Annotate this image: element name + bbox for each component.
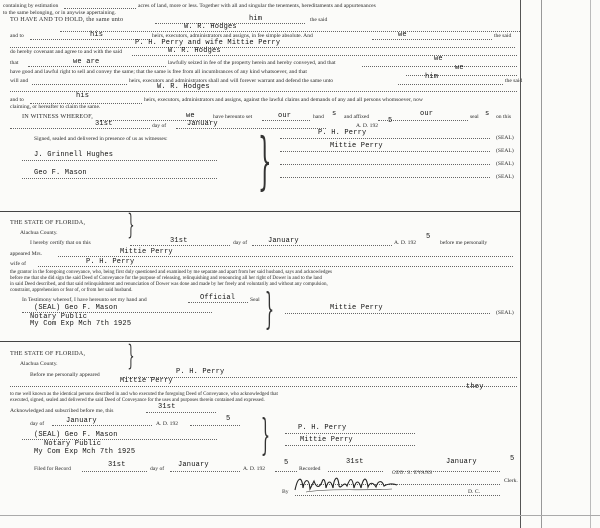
ack2-name-1: P. H. Perry (176, 368, 225, 376)
signer-3-line (280, 164, 490, 165)
section-divider-1 (0, 211, 520, 212)
grantee-blank-1 (60, 31, 520, 32)
we-3: we (455, 64, 464, 72)
witness-our-2: our (420, 110, 434, 118)
grantee-blank-2 (132, 55, 517, 56)
will-and-text: will and (10, 78, 29, 84)
seal-word: Seal (250, 297, 260, 303)
signer-2: Mittie Perry (330, 142, 383, 150)
official-blank (188, 302, 248, 303)
witness-year-digit: 5 (388, 117, 393, 125)
ack1-ad: A. D. 192 (394, 240, 417, 246)
husband-blank (38, 266, 513, 267)
right-edge-line (590, 0, 591, 528)
signer-2-line (280, 151, 490, 152)
appurtenance-text: to the same belonging, or in anywise appertaining. (3, 10, 116, 16)
ack1-day-blank (130, 245, 230, 246)
filed-day: 31st (108, 461, 126, 469)
ack1-signer-line (285, 313, 490, 314)
recorded-day: 31st (346, 458, 364, 466)
on-this-text: on this (496, 114, 512, 120)
ack1-month: January (268, 237, 299, 245)
filed-day-of: day of (150, 466, 165, 472)
witness-we: we (186, 112, 195, 120)
seal-label-1: (SEAL) (496, 135, 514, 141)
recorded-year-digit: 5 (510, 455, 515, 463)
executed-text: executed, signed, sealed and delivered the said Deed of Conveyance for the uses and purposes therein contained and expressed. (10, 398, 265, 403)
ack2-name-2: Mittie Perry (120, 377, 173, 385)
filed-year-digit: 5 (284, 459, 289, 467)
husband-name: P. H. Perry (86, 258, 135, 266)
appeared-text: appeared Mrs. (10, 251, 42, 257)
we-are: we are (73, 58, 100, 66)
state-brace-1: } (127, 208, 135, 241)
and-affixed-text: and affixed (344, 114, 370, 120)
the-said-text-3: the said (505, 78, 523, 84)
ack2-name-blank-2 (10, 386, 517, 387)
ack1-year-digit: 5 (426, 233, 431, 241)
ack2-signer-2-line (285, 445, 415, 446)
signer-4-line (280, 177, 490, 178)
ack2-ad: A. D. 192 (156, 421, 179, 427)
filed-text: Filed for Record (34, 466, 71, 472)
seal-s: s (485, 110, 490, 118)
we-2: we (434, 55, 443, 63)
will-blank (32, 84, 127, 85)
bottom-rule (0, 515, 600, 516)
the-said-text-2: the said (494, 33, 512, 39)
ack2-brace: } (260, 410, 271, 459)
ack2-day-blank (146, 412, 216, 413)
clerk-label: Clerk. (504, 478, 518, 484)
signer-1: P. H. Perry (318, 129, 367, 137)
ack2-signer-1-line (285, 433, 415, 434)
dc-label: D. C. (468, 489, 480, 495)
witness-1-line (22, 160, 217, 161)
testimony-text: In Testimony whereof, I have hereunto set my hand and (22, 297, 147, 303)
ack2-signer-1: P. H. Perry (298, 424, 347, 432)
wife-of-text: wife of (10, 261, 26, 267)
ack1-day: 31st (170, 237, 188, 245)
day-blank (10, 128, 150, 129)
state-heading-2: THE STATE OF FLORIDA, (10, 350, 86, 357)
ack2-month-blank (52, 425, 152, 426)
witness-month: January (187, 120, 218, 128)
mrs-blank (58, 256, 513, 257)
before-me-appeared: Before me personally appeared (30, 372, 100, 378)
his-1: his (90, 31, 104, 39)
we-1: we (398, 31, 407, 39)
signer-1-line (280, 138, 490, 139)
witness-2: Geo F. Mason (34, 169, 87, 177)
dower-body-1: the grantor in the foregoing conveyance, who, being first duly questioned and examined by me separate and apart from her said husband, says and acknowledges (10, 270, 332, 275)
claiming-text: claiming, or hereafter to claim the same. (10, 104, 101, 110)
his-2: his (76, 92, 90, 100)
dower-body-2: before me that she did sign the said Deed of Conveyance for the purpose of releasing, relinquishing and renouncing all her right of Dower in and to the land (10, 276, 322, 281)
ack2-name-blank-1 (124, 377, 517, 378)
the-said-text: the said (310, 17, 328, 23)
clerk-name: GEO. S. EVANS (392, 471, 433, 476)
ack2-notary-comm: My Com Exp Mch 7th 1925 (34, 448, 136, 456)
ack2-day-of: day of (30, 421, 45, 427)
ack2-notary-sig: (SEAL) Geo F. Mason (34, 431, 118, 439)
recorded-text: Recorded (299, 466, 321, 472)
ack1-notary-comm: My Com Exp Mch 7th 1925 (30, 320, 132, 328)
witness-2-line (22, 178, 217, 179)
filed-ad: A. D. 192 (243, 466, 266, 472)
seal-label-3: (SEAL) (496, 161, 514, 167)
acres-blank (64, 8, 136, 9)
ack2-year-blank (190, 425, 240, 426)
witness-brace: } (257, 124, 272, 197)
heirs-text: heirs, executors, administrators and assigns, in fee simple absolute. And (152, 33, 313, 39)
and-to-text-2: and to (10, 97, 24, 103)
seal-label-4: (SEAL) (496, 174, 514, 180)
right-margin-line (520, 0, 521, 528)
state-heading-1: THE STATE OF FLORIDA, (10, 219, 86, 226)
ack2-year-digit: 5 (226, 415, 231, 423)
covenant-text: do hereby covenant and agree to and with the said (10, 49, 122, 55)
him-blank (398, 84, 503, 85)
dower-body-3: in said Deed described, and that said relinquishment and renunciation of Dower was done and made by her freely and voluntarily and without any compulsion, (10, 282, 328, 287)
mrs-name: Mittie Perry (120, 248, 173, 256)
ad-text: A. D. 192 (356, 123, 379, 129)
our-blank-1 (262, 120, 310, 121)
acres-text: acres of land, more or less. Together with all and singular the tenements, hereditaments and appurtenances (138, 3, 376, 9)
grantee-name-1: W. R. Hodges (184, 23, 237, 31)
witness-our-1: our (278, 112, 292, 120)
have-hereunto-text: have hereunto set (213, 114, 253, 120)
county-1: Alachua County. (20, 230, 58, 236)
have-good-text: have good and lawful right to sell and convey the same; that the same is free from all incumbrances of any kind whatsoever, and that (10, 69, 307, 75)
ack1-brace: } (264, 284, 275, 333)
deputy-line (295, 495, 500, 496)
heirs-warrant-text: heirs, executors and administrators shall and will forever warrant and defend the same unto (129, 78, 334, 84)
ack2-month: January (66, 417, 97, 425)
hand-text: hand (313, 114, 324, 120)
ack1-signer: Mittie Perry (330, 304, 383, 312)
filed-day-blank (82, 471, 147, 472)
signed-text: Signed, sealed and delivered in presence of us as witnesses: (34, 136, 168, 142)
section-divider-2 (0, 341, 520, 342)
estimation-text: containing by estimation (3, 3, 59, 9)
filed-month: January (178, 461, 209, 469)
ack1-notary-title: Notary Public (30, 313, 88, 321)
filed-month-blank (170, 471, 240, 472)
witness-1: J. Grinnell Hughes (34, 151, 114, 159)
habendum-text: TO HAVE AND TO HOLD, the same unto (10, 16, 124, 23)
witness-day: 31st (95, 120, 113, 128)
seal-label-2: (SEAL) (496, 148, 514, 154)
state-brace-2: } (127, 339, 135, 372)
ack1-day-of: day of (233, 240, 248, 246)
that-text: that (10, 60, 19, 66)
we-blank-2 (362, 66, 517, 67)
right-margin-line-2 (541, 0, 542, 528)
before-me-text: before me personally (440, 240, 488, 246)
him-2: him (425, 73, 439, 81)
we-blank-3 (406, 75, 517, 76)
certify-text: I hereby certify that on this (30, 240, 91, 246)
official-word: Official (200, 294, 236, 302)
dower-body-4: constraint, apprehension or fear of, or from her said husband. (10, 288, 133, 293)
in-witness-text: IN WITNESS WHEREOF, (22, 113, 93, 120)
acknowledged-text: Acknowledged and subscribed before me, this (10, 408, 114, 414)
ack2-signer-2: Mittie Perry (300, 436, 353, 444)
recorded-month: January (446, 458, 477, 466)
county-2: Alachua County. (20, 361, 58, 367)
we-are-blank (28, 66, 166, 67)
lawfully-text: lawfully seized in fee of the property herein and hereby conveyed, and that (168, 60, 336, 66)
habendum-him: him (249, 15, 263, 23)
grantors-blank (10, 47, 515, 48)
ack1-seal-label: (SEAL) (496, 310, 514, 316)
ack1-notary-sig: (SEAL) Geo F. Mason (34, 304, 118, 312)
ack1-month-blank (252, 245, 392, 246)
hand-s: s (332, 110, 337, 118)
his-blank-1 (30, 39, 150, 40)
known-text: to me well known as the identical persons described in and who executed the foregoing Deed of Conveyance, who acknowledged that (10, 392, 278, 397)
we-blank-1 (372, 39, 492, 40)
ack2-day: 31st (158, 403, 176, 411)
month-blank (176, 128, 326, 129)
and-to-text: and to (10, 33, 24, 39)
deputy-clerk-signature (292, 470, 400, 496)
day-of-text: day of (152, 123, 167, 129)
grantee-name-2: W. R. Hodges (168, 47, 221, 55)
seal-text: seal (470, 114, 479, 120)
grantors-names: P. H. Perry and wife Mittie Perry (135, 39, 281, 47)
lawful-claims-text: heirs, executors, administrators and assigns, against the lawful claims and demands of any and all persons whomsoever, now (144, 97, 423, 103)
they-word: they (466, 383, 484, 391)
grantee-name-3: W. R. Hodges (157, 83, 210, 91)
by-text: By (282, 489, 289, 495)
ack2-notary-title: Notary Public (44, 440, 102, 448)
